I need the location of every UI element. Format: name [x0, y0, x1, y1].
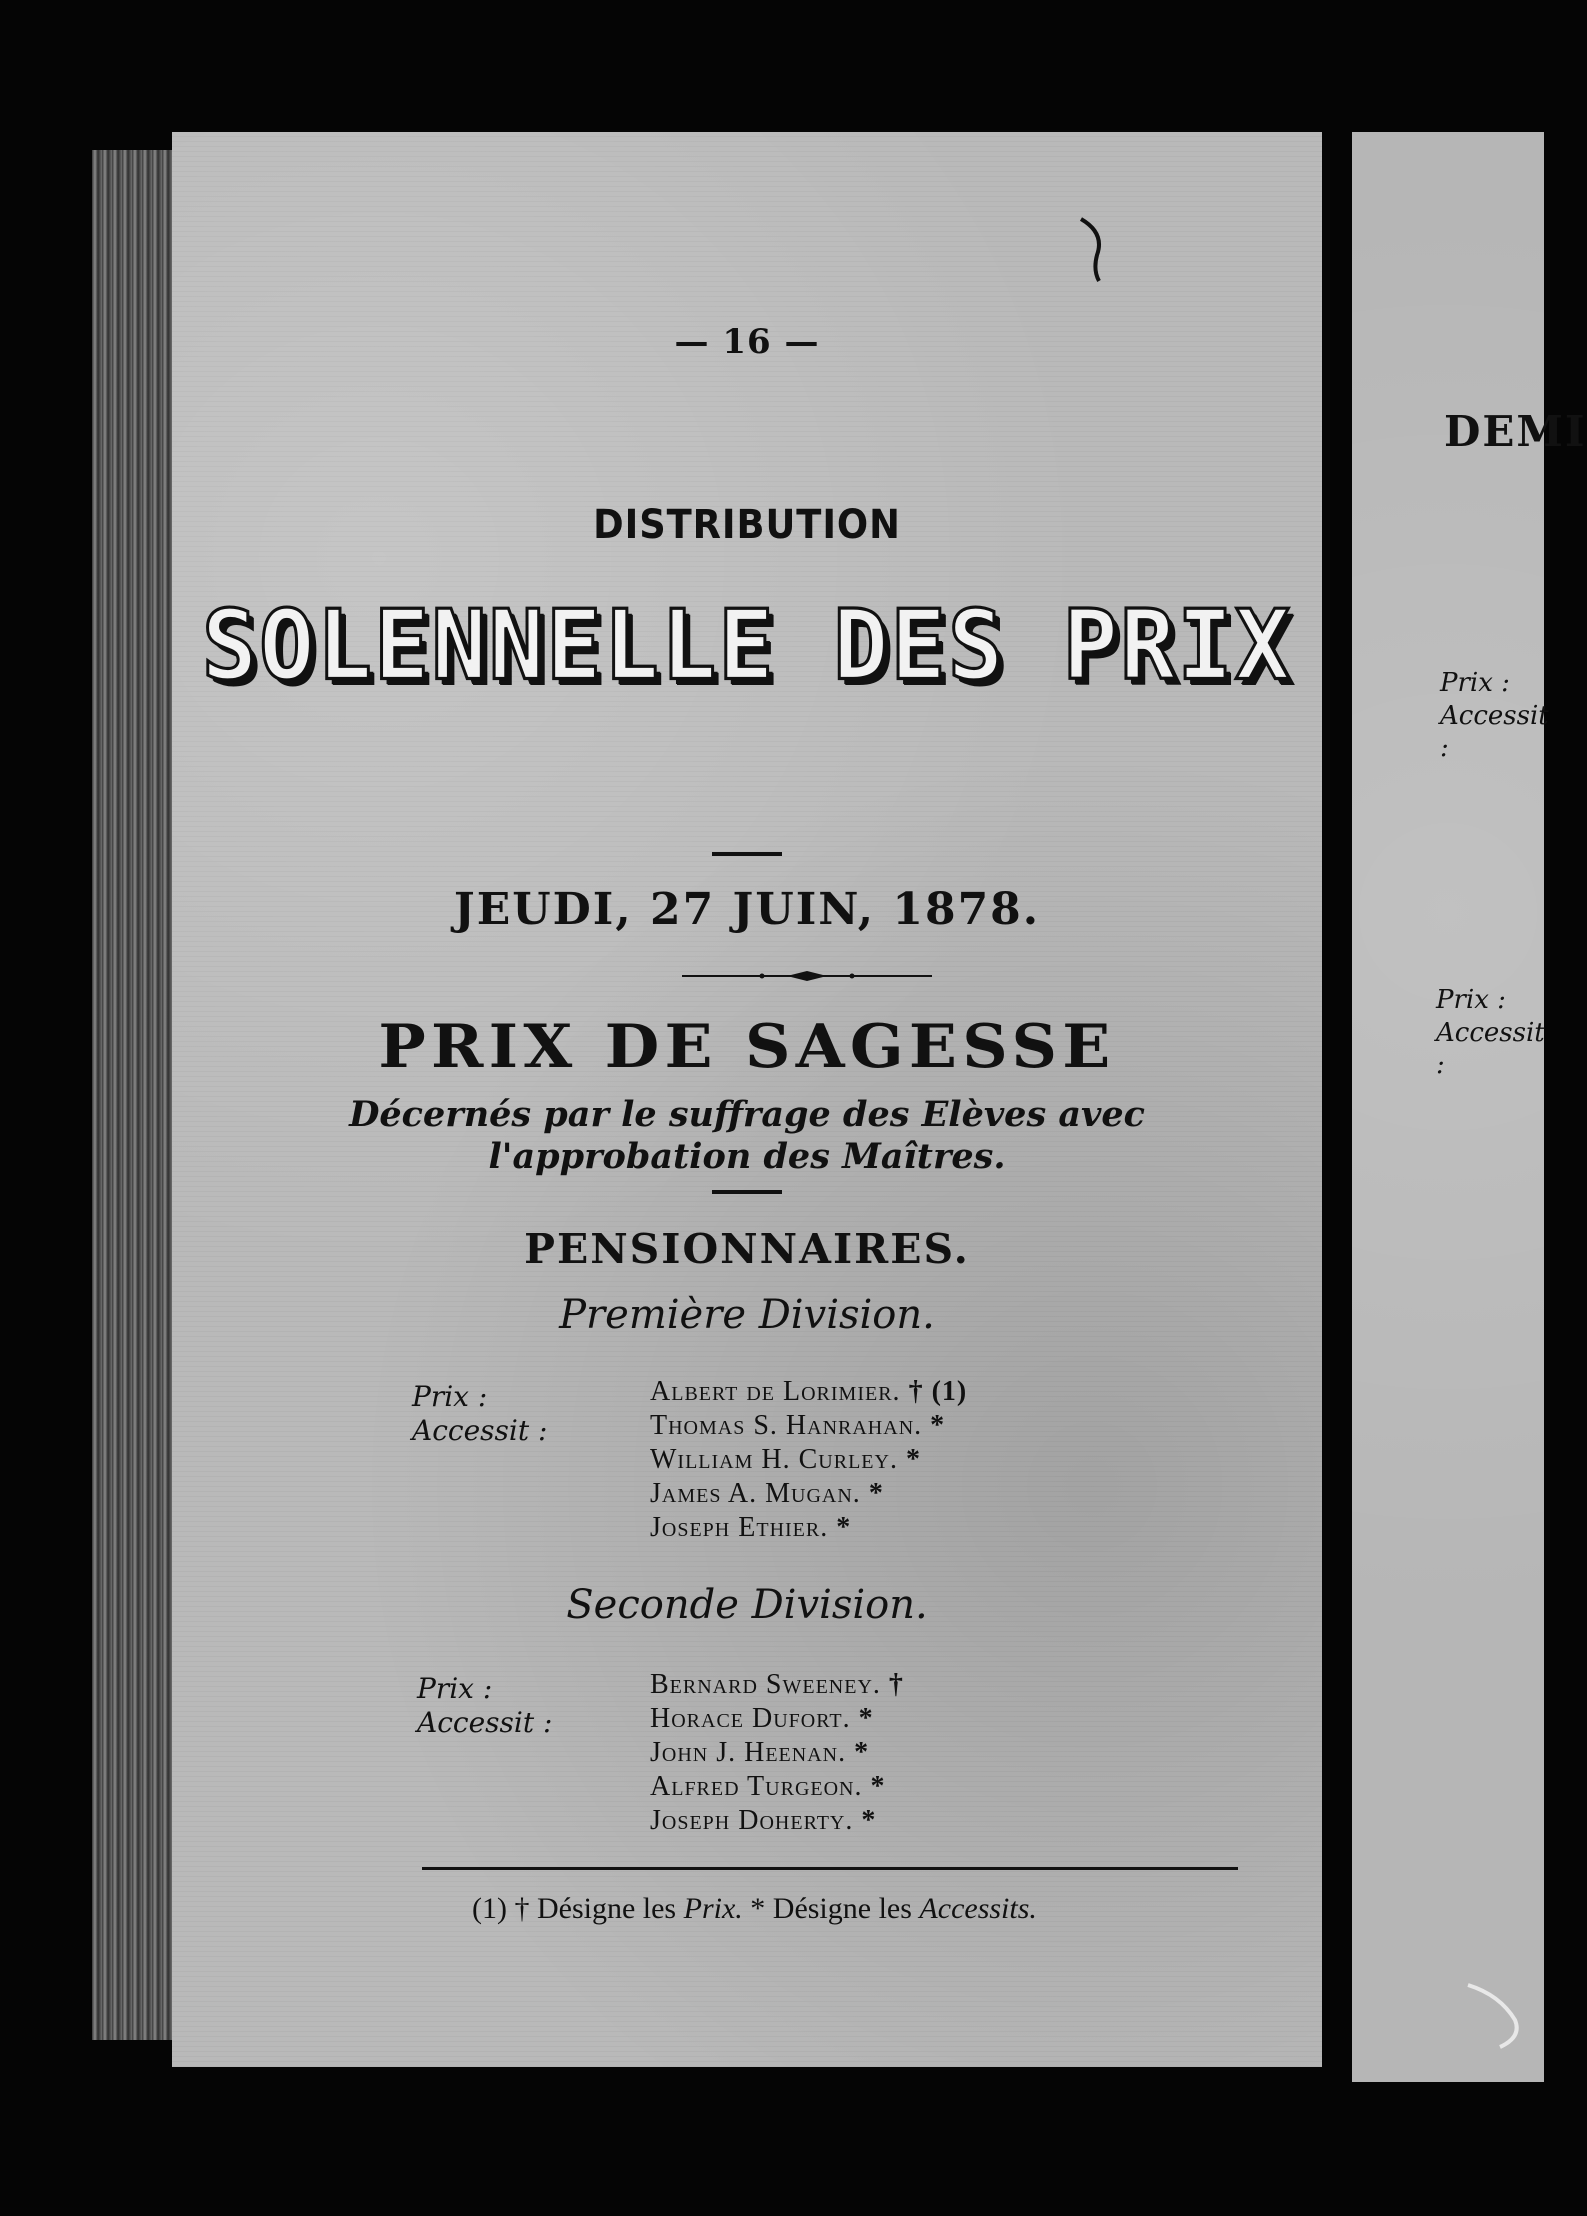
list-item	[650, 1409, 945, 1443]
footnote-middle: * Désigne les	[750, 1892, 912, 1925]
award-mark: *	[858, 1703, 874, 1734]
label-accessit: Accessit :	[417, 1706, 553, 1739]
division-title-premiere: Première Division.	[559, 1292, 935, 1338]
right-label-prix: Prix :	[1440, 668, 1510, 698]
section-title-prix-de-sagesse: PRIX DE SAGESSE	[378, 1012, 1116, 1082]
award-mark: †	[888, 1669, 904, 1700]
title-distribution: DISTRIBUTION	[593, 502, 901, 548]
student-name: Horace Dufort.	[650, 1703, 851, 1734]
student-name: Alfred Turgeon.	[650, 1771, 863, 1802]
footnote-prix: Prix.	[683, 1892, 743, 1925]
award-mark: *	[861, 1805, 877, 1836]
footnote-lead: (1) † Désigne les	[472, 1892, 677, 1925]
award-mark: *	[854, 1737, 870, 1768]
section-subtitle-line-2: l'approbation des Maîtres.	[488, 1136, 1006, 1177]
list-item	[650, 1511, 851, 1545]
award-mark: *	[930, 1410, 946, 1441]
student-name: Thomas S. Hanrahan.	[650, 1410, 923, 1441]
title-rule	[712, 852, 782, 856]
right-label-accessit: Accessit :	[1436, 1018, 1545, 1080]
student-name: Joseph Doherty.	[650, 1805, 854, 1836]
right-label-accessit: Accessit :	[1440, 701, 1549, 763]
label-accessit: Accessit :	[412, 1414, 548, 1447]
section-subtitle	[172, 1094, 1322, 1178]
list-item	[650, 1443, 921, 1477]
left-page	[172, 132, 1322, 2067]
list-item	[650, 1668, 904, 1702]
group-title-pensionnaires: PENSIONNAIRES.	[524, 1225, 970, 1273]
right-page-heading: DEMI	[1444, 407, 1587, 456]
award-mark: † (1)	[908, 1376, 968, 1407]
student-name: Joseph Ethier.	[650, 1512, 829, 1543]
label-prix: Prix :	[417, 1672, 493, 1705]
student-name: John J. Heenan.	[650, 1737, 847, 1768]
pencil-mark	[1460, 1975, 1530, 2055]
list-item	[650, 1770, 886, 1804]
page-number: — 16 —	[674, 322, 820, 362]
ceremony-date: JEUDI, 27 JUIN, 1878.	[453, 884, 1041, 935]
title-solennelle-des-prix: SOLENNELLE DES PRIX	[201, 589, 1293, 702]
award-mark: *	[905, 1444, 921, 1475]
book-gutter	[92, 150, 178, 2040]
ornament-rule	[682, 970, 932, 982]
student-name: James A. Mugan.	[650, 1478, 861, 1509]
list-item	[650, 1477, 884, 1511]
section-subtitle-line-1: Décernés par le suffrage des Elèves avec	[349, 1094, 1145, 1135]
footnote-rule	[422, 1867, 1238, 1870]
award-mark: *	[868, 1478, 884, 1509]
label-prix: Prix :	[412, 1380, 488, 1413]
pencil-mark	[1075, 215, 1115, 285]
list-item	[650, 1702, 874, 1736]
footnote-accessits: Accessits.	[919, 1892, 1037, 1925]
right-page-fragment	[1352, 132, 1587, 2082]
list-item	[650, 1736, 869, 1770]
award-mark: *	[836, 1512, 852, 1543]
student-name: Bernard Sweeney.	[650, 1669, 881, 1700]
right-label-prix: Prix :	[1436, 985, 1506, 1015]
list-item	[650, 1375, 967, 1409]
subtitle-rule	[712, 1190, 782, 1194]
division-title-seconde: Seconde Division.	[566, 1582, 928, 1628]
award-mark: *	[870, 1771, 886, 1802]
student-name: William H. Curley.	[650, 1444, 898, 1475]
student-name: Albert de Lorimier.	[650, 1376, 901, 1407]
list-item	[650, 1804, 876, 1838]
footnote	[472, 1892, 1037, 1926]
